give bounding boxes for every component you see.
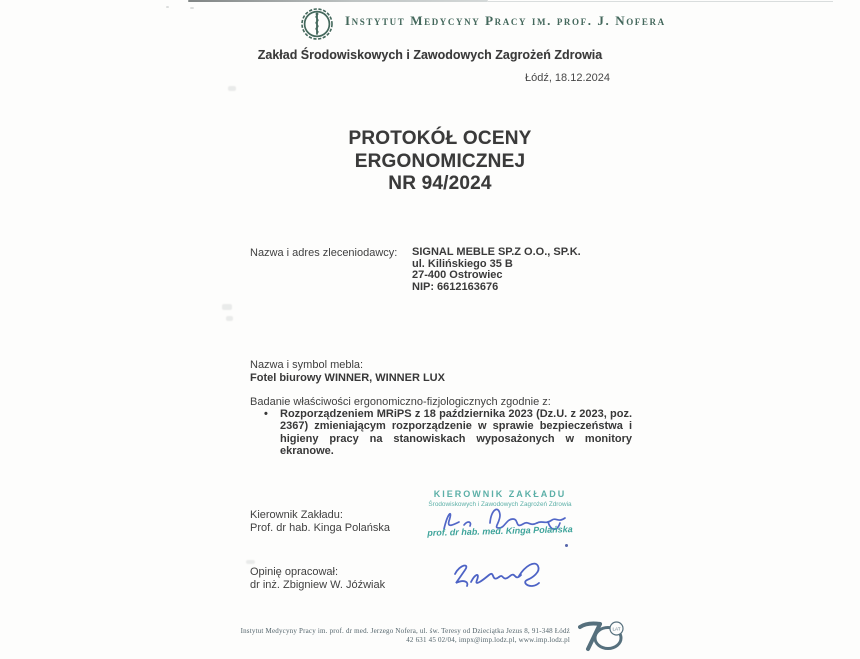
- author-block: [250, 566, 385, 592]
- author-handwritten-signature: [447, 552, 545, 602]
- head-label: Kierownik Zakładu:: [250, 509, 343, 521]
- department-line: Zakład Środowiskowych i Zawodowych Zagrożeń Zdrowia: [257, 48, 603, 62]
- client-address-block: [412, 247, 632, 293]
- place-and-date: Łódź, 18.12.2024: [524, 72, 610, 84]
- scan-smudge: [226, 316, 233, 321]
- institute-name: Instytut Medycyny Pracy im. prof. J. Nofera: [345, 13, 666, 28]
- footer-phone-email: 42 631 45 02/04, impx@imp.lodz.pl, www.imp.lodz.pl: [406, 636, 570, 644]
- furniture-block: [250, 359, 445, 384]
- scan-smudge: [246, 560, 255, 564]
- scan-artifact-line: [488, 1, 833, 2]
- scan-speck: [166, 6, 169, 8]
- head-signature-block: [250, 509, 390, 534]
- title-line-1: PROTOKÓŁ OCENY: [348, 128, 532, 149]
- anniversary-lat-text: LAT: [612, 626, 621, 632]
- furniture-label: Nazwa i symbol mebla:: [250, 359, 364, 371]
- stamp-line-3: prof. dr hab. med. Kinga Polańska: [427, 524, 573, 538]
- head-name: Prof. dr hab. Kinga Polańska: [250, 521, 391, 534]
- bullet-icon: •: [264, 408, 268, 420]
- study-bullet-item: [262, 408, 632, 458]
- study-bullet-text: Rozporządzeniem MRiPS z 18 października 2023 (Dz.U. z 2023, poz. 2367) zmieniającym rozporządzenie w sprawie bezpieczeństwa i higieny pracy na stanowiskach wyposażonych w monitory ekranowe.: [280, 408, 632, 458]
- stamp-line-2: Środowiskowych i Zawodowych Zagrożeń Zdrowia: [428, 500, 572, 508]
- scan-smudge: [222, 304, 232, 310]
- stamp-signature-caption: [415, 526, 585, 536]
- document-title: [290, 128, 590, 196]
- scan-artifact-line: [188, 0, 488, 2]
- anniversary-70-lat-logo: [578, 616, 624, 654]
- footer-address: Instytut Medycyny Pracy im. prof. dr med. Jerzego Nofera, ul. św. Teresy od Dzieciątka Jezus 8, 91-348 Łódź: [240, 627, 570, 635]
- study-intro: Badanie właściwości ergonomiczno-fizjologicznych zgodnie z:: [250, 396, 551, 408]
- client-name: SIGNAL MEBLE SP.Z O.O., SP.K.: [412, 246, 581, 258]
- scan-smudge: [228, 86, 236, 91]
- client-label: Nazwa i adres zleceniodawcy:: [250, 247, 398, 259]
- scan-speck: [190, 7, 194, 9]
- stamp-line-1: KIEROWNIK ZAKŁADU: [433, 489, 567, 499]
- client-nip: NIP: 6612163676: [412, 280, 499, 293]
- client-street: ul. Kilińskiego 35 B: [412, 257, 513, 270]
- author-label: Opinię opracował:: [250, 566, 339, 578]
- furniture-value: Fotel biurowy WINNER, WINNER LUX: [250, 371, 445, 384]
- author-name: dr inż. Zbigniew W. Jóźwiak: [250, 579, 386, 591]
- title-line-2: ERGONOMICZNEJ: [354, 150, 526, 172]
- ink-dot: [565, 544, 568, 547]
- institute-logo-icon: [300, 6, 334, 42]
- footer-contact: [240, 627, 570, 645]
- client-city: 27-400 Ostrowiec: [412, 269, 503, 282]
- title-line-3: NR 94/2024: [388, 173, 492, 194]
